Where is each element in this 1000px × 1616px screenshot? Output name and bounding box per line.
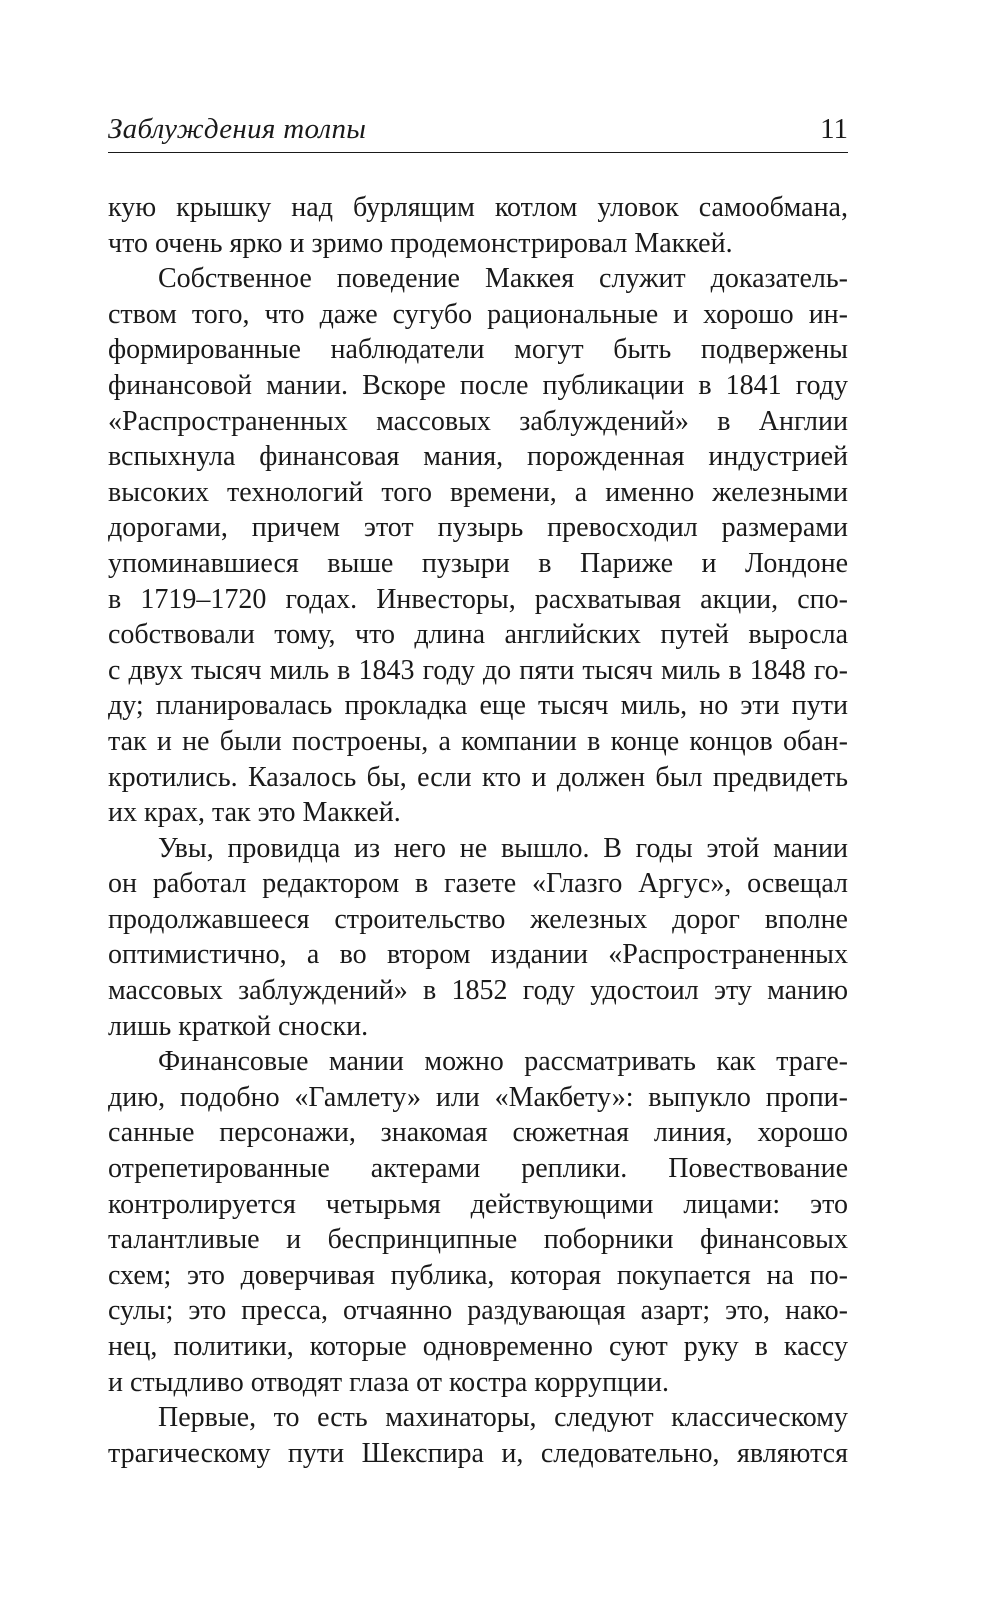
running-header xyxy=(108,112,848,153)
text-line: Собственное поведение Маккея служит доказатель- xyxy=(158,263,848,295)
text-line: «Распространенных массовых заблуждений» в Англии xyxy=(108,405,848,437)
text-line: в 1719–1720 годах. Инвесторы, расхватывая акции, спо- xyxy=(108,583,848,615)
text-line: ством того, что даже сугубо рациональные и хорошо ин- xyxy=(108,298,848,330)
paragraph-3 xyxy=(108,831,848,1045)
text-line: кротились. Казалось бы, если кто и должен был предвидеть xyxy=(108,761,848,793)
text-line: оптимистично, а во втором издании «Распространенных xyxy=(108,939,848,971)
text-line: что очень ярко и зримо продемонстрировал Маккей. xyxy=(108,227,733,259)
text-line: собствовали тому, что длина английских путей выросла xyxy=(108,619,848,651)
text-line: высоких технологий того времени, а именно железными xyxy=(108,476,848,508)
text-line: лишь краткой сноски. xyxy=(108,1010,369,1042)
text-line: Увы, провидца из него не вышло. В годы этой мании xyxy=(158,832,848,864)
running-title: Заблуждения толпы xyxy=(108,113,367,145)
text-line: кую крышку над бурлящим котлом уловок самообмана, xyxy=(108,192,848,223)
text-line: финансовой мании. Вскоре после публикации в 1841 году xyxy=(108,369,848,401)
text-line: вспыхнула финансовая мания, порожденная индустрией xyxy=(108,441,848,473)
text-line: Первые, то есть махинаторы, следуют классическому xyxy=(158,1402,848,1434)
text-line: и стыдливо отводят глаза от костра коррупции. xyxy=(108,1366,670,1398)
paragraph-4 xyxy=(108,1044,848,1400)
text-line: так и не были построены, а компании в конце концов обан- xyxy=(108,725,848,757)
text-line: отрепетированные актерами реплики. Повествование xyxy=(108,1153,848,1185)
text-line: формированные наблюдатели могут быть подвержены xyxy=(108,334,848,366)
paragraph-2 xyxy=(108,261,848,831)
text-line: он работал редактором в газете «Глазго Аргус», освещал xyxy=(108,868,848,900)
text-line: контролируется четырьмя действующими лицами: это xyxy=(108,1188,848,1220)
text-line: их крах, так это Маккей. xyxy=(108,797,401,829)
text-line: продолжавшееся строительство железных дорог вполне xyxy=(108,903,848,935)
text-line: санные персонажи, знакомая сюжетная линия, хорошо xyxy=(108,1117,848,1149)
text-line: Финансовые мании можно рассматривать как траге- xyxy=(158,1046,848,1078)
text-line: талантливые и беспринципные поборники финансовых xyxy=(108,1224,848,1256)
paragraph-1 xyxy=(108,190,848,261)
text-line: дию, подобно «Гамлету» или «Макбету»: выпукло пропи- xyxy=(108,1081,848,1113)
text-line: трагическому пути Шекспира и, следовательно, являются xyxy=(108,1437,848,1469)
text-line: с двух тысяч миль в 1843 году до пяти тысяч миль в 1848 го- xyxy=(108,654,848,686)
text-line: массовых заблуждений» в 1852 году удостоил эту манию xyxy=(108,975,848,1007)
body-text xyxy=(108,190,848,1471)
text-line: ду; планировалась прокладка еще тысяч миль, но эти пути xyxy=(108,690,848,722)
text-line: схем; это доверчивая публика, которая покупается на по- xyxy=(108,1259,848,1291)
page-number: 11 xyxy=(820,113,848,145)
text-line: дорогами, причем этот пузырь превосходил размерами xyxy=(108,512,848,544)
text-line: упоминавшиеся выше пузыри в Париже и Лондоне xyxy=(108,547,848,579)
text-line: нец, политики, которые одновременно суют руку в кассу xyxy=(108,1331,848,1362)
text-line: сулы; это пресса, отчаянно раздувающая азарт; это, нако- xyxy=(108,1295,848,1327)
paragraph-5 xyxy=(108,1400,848,1471)
